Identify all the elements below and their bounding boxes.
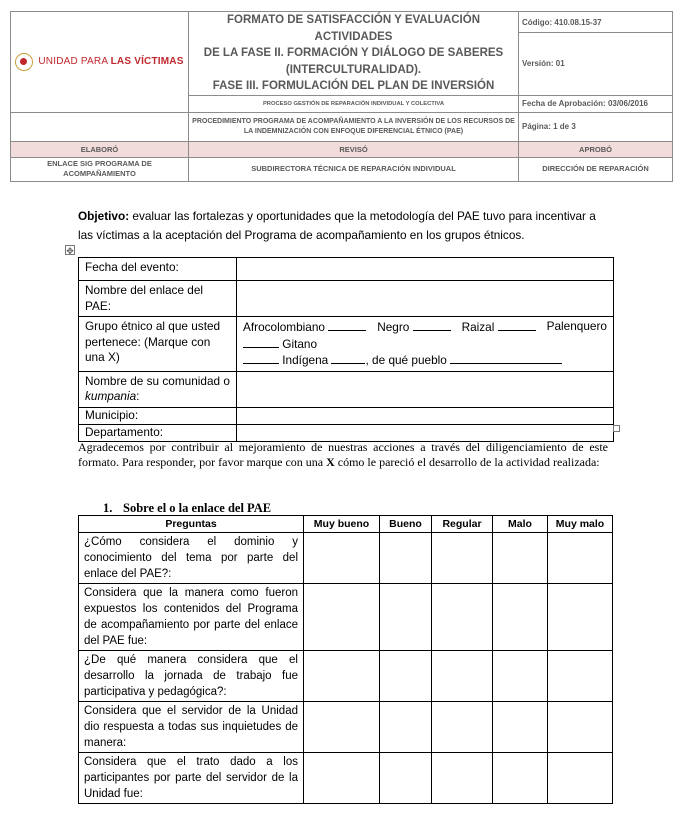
answer-cell[interactable]: [304, 702, 380, 753]
answer-cell[interactable]: [548, 651, 613, 702]
header-muy-malo: Muy malo: [548, 516, 613, 533]
section-number: 1.: [103, 501, 113, 515]
departamento-label: Departamento:: [79, 424, 237, 441]
question-2: Considera que la manera como fueron expuestos los contenidos del Programa de acompañamiento por parte del enlace del PAE fue:: [79, 584, 304, 651]
answer-cell[interactable]: [493, 753, 548, 804]
answer-cell[interactable]: [432, 584, 493, 651]
pagina: Página: 1 de 3: [519, 112, 673, 141]
fecha-input[interactable]: [237, 258, 614, 281]
answer-cell[interactable]: [380, 533, 432, 584]
question-4: Considera que el servidor de la Unidad dio respuesta a todas sus inquietudes de manera:: [79, 702, 304, 753]
answer-cell[interactable]: [493, 702, 548, 753]
comunidad-label: Nombre de su comunidad o kumpania:: [79, 371, 237, 407]
answer-cell[interactable]: [432, 651, 493, 702]
answer-cell[interactable]: [380, 702, 432, 753]
answer-cell[interactable]: [380, 753, 432, 804]
municipio-label: Municipio:: [79, 407, 237, 424]
table-row: [79, 753, 613, 804]
answer-cell[interactable]: [493, 533, 548, 584]
elaboro-value: ENLACE SIG PROGRAMA DE ACOMPAÑAMIENTO: [11, 157, 189, 181]
enlace-input[interactable]: [237, 281, 614, 317]
aprobo-label: APROBÓ: [519, 141, 673, 157]
question-5: Considera que el trato dado a los participantes por parte del servidor de la Unidad fue:: [79, 753, 304, 804]
proceso: PROCESO GESTIÓN DE REPARACIÓN INDIVIDUAL Y COLECTIVA: [189, 95, 519, 112]
table-row: [79, 584, 613, 651]
option-afro: Afrocolombiano: [243, 320, 325, 334]
document-title: FORMATO DE SATISFACCIÓN Y EVALUACIÓN ACTIVIDADES DE LA FASE II. FORMACIÓN Y DIÁLOGO DE SABERES (INTERCULTURALIDAD). FASE III. FORMULACIÓN DEL PLAN DE INVERSIÓN: [189, 12, 519, 96]
logo-cell-bottom: [11, 112, 189, 141]
logo-cell: [11, 12, 189, 113]
objetivo-paragraph: [78, 207, 613, 244]
question-3: ¿De qué manera considera que el desarrollo la jornada de trabajo fue participativa y pedagógica?:: [79, 651, 304, 702]
comunidad-input[interactable]: [237, 371, 614, 407]
answer-cell[interactable]: [548, 753, 613, 804]
answer-cell[interactable]: [493, 584, 548, 651]
section-heading: [103, 501, 271, 516]
answer-cell[interactable]: [432, 702, 493, 753]
municipio-input[interactable]: [237, 407, 614, 424]
grupo-options[interactable]: [237, 317, 614, 372]
header-malo: Malo: [493, 516, 548, 533]
enlace-label: Nombre del enlace del PAE:: [79, 281, 237, 317]
table-move-handle-icon[interactable]: ✥: [66, 246, 74, 256]
answer-cell[interactable]: [380, 584, 432, 651]
option-palenquero: Palenquero: [546, 319, 607, 333]
document-header: [10, 11, 673, 182]
fecha-label: Fecha del evento:: [79, 258, 237, 281]
header-preguntas: Preguntas: [79, 516, 304, 533]
answer-cell[interactable]: [548, 584, 613, 651]
question-1: ¿Cómo considera el dominio y conocimiento del tema por parte del enlace del PAE?:: [79, 533, 304, 584]
event-info-table: [78, 257, 614, 442]
answer-cell[interactable]: [304, 753, 380, 804]
answer-cell[interactable]: [493, 651, 548, 702]
grupo-label: Grupo étnico al que usted pertenece: (Marque con una X): [79, 317, 237, 372]
header-regular: Regular: [432, 516, 493, 533]
table-row: [79, 533, 613, 584]
reviso-value: SUBDIRECTORA TÉCNICA DE REPARACIÓN INDIVIDUAL: [189, 157, 519, 181]
objetivo-label: Objetivo:: [78, 209, 130, 223]
colombia-seal-icon: [15, 53, 33, 71]
logo-text: UNIDAD PARA LAS VÍCTIMAS: [38, 56, 184, 68]
answer-cell[interactable]: [548, 533, 613, 584]
answer-cell[interactable]: [380, 651, 432, 702]
objetivo-text: evaluar las fortalezas y oportunidades que la metodología del PAE tuvo para incentivar a las víctimas a la aceptación del Programa de acompañamiento en los grupos étnicos.: [78, 209, 596, 242]
instructions-paragraph: Agradecemos por contribuir al mejoramiento de nuestras acciones a través del diligenciamiento de este formato. Para responder, por favor marque con una X cómo le pareció el desarrollo de la actividad realizada:: [78, 440, 608, 469]
option-indigena: Indígena: [282, 353, 329, 367]
answer-cell[interactable]: [304, 651, 380, 702]
departamento-input[interactable]: [237, 424, 614, 441]
answer-cell[interactable]: [432, 533, 493, 584]
table-row: [79, 651, 613, 702]
answer-cell[interactable]: [548, 702, 613, 753]
option-gitano: Gitano: [282, 336, 318, 351]
evaluation-table: [78, 515, 613, 804]
header-muy-bueno: Muy bueno: [304, 516, 380, 533]
table-row: [79, 702, 613, 753]
procedimiento: PROCEDIMIENTO PROGRAMA DE ACOMPAÑAMIENTO A LA INVERSIÓN DE LOS RECURSOS DE LA INDEMNIZACIÓN CON ENFOQUE DIFERENCIAL ÉTNICO (PAE): [189, 112, 519, 141]
table-resize-handle[interactable]: [613, 425, 620, 432]
header-bueno: Bueno: [380, 516, 432, 533]
section-title: Sobre el o la enlace del PAE: [123, 501, 272, 515]
answer-cell[interactable]: [432, 753, 493, 804]
elaboro-label: ELABORÓ: [11, 141, 189, 157]
unidad-victimas-logo: [14, 53, 185, 71]
answer-cell[interactable]: [304, 533, 380, 584]
option-pueblo: , de qué pueblo: [365, 353, 447, 367]
version: Versión: 01: [519, 33, 673, 95]
fecha-aprobacion: Fecha de Aprobación: 03/06/2016: [519, 95, 673, 112]
reviso-label: REVISÓ: [189, 141, 519, 157]
answer-cell[interactable]: [304, 584, 380, 651]
codigo: Código: 410.08.15-37: [519, 12, 673, 33]
option-raizal: Raizal: [461, 320, 495, 334]
option-negro: Negro: [377, 320, 410, 334]
aprobo-value: DIRECCIÓN DE REPARACIÓN: [519, 157, 673, 181]
